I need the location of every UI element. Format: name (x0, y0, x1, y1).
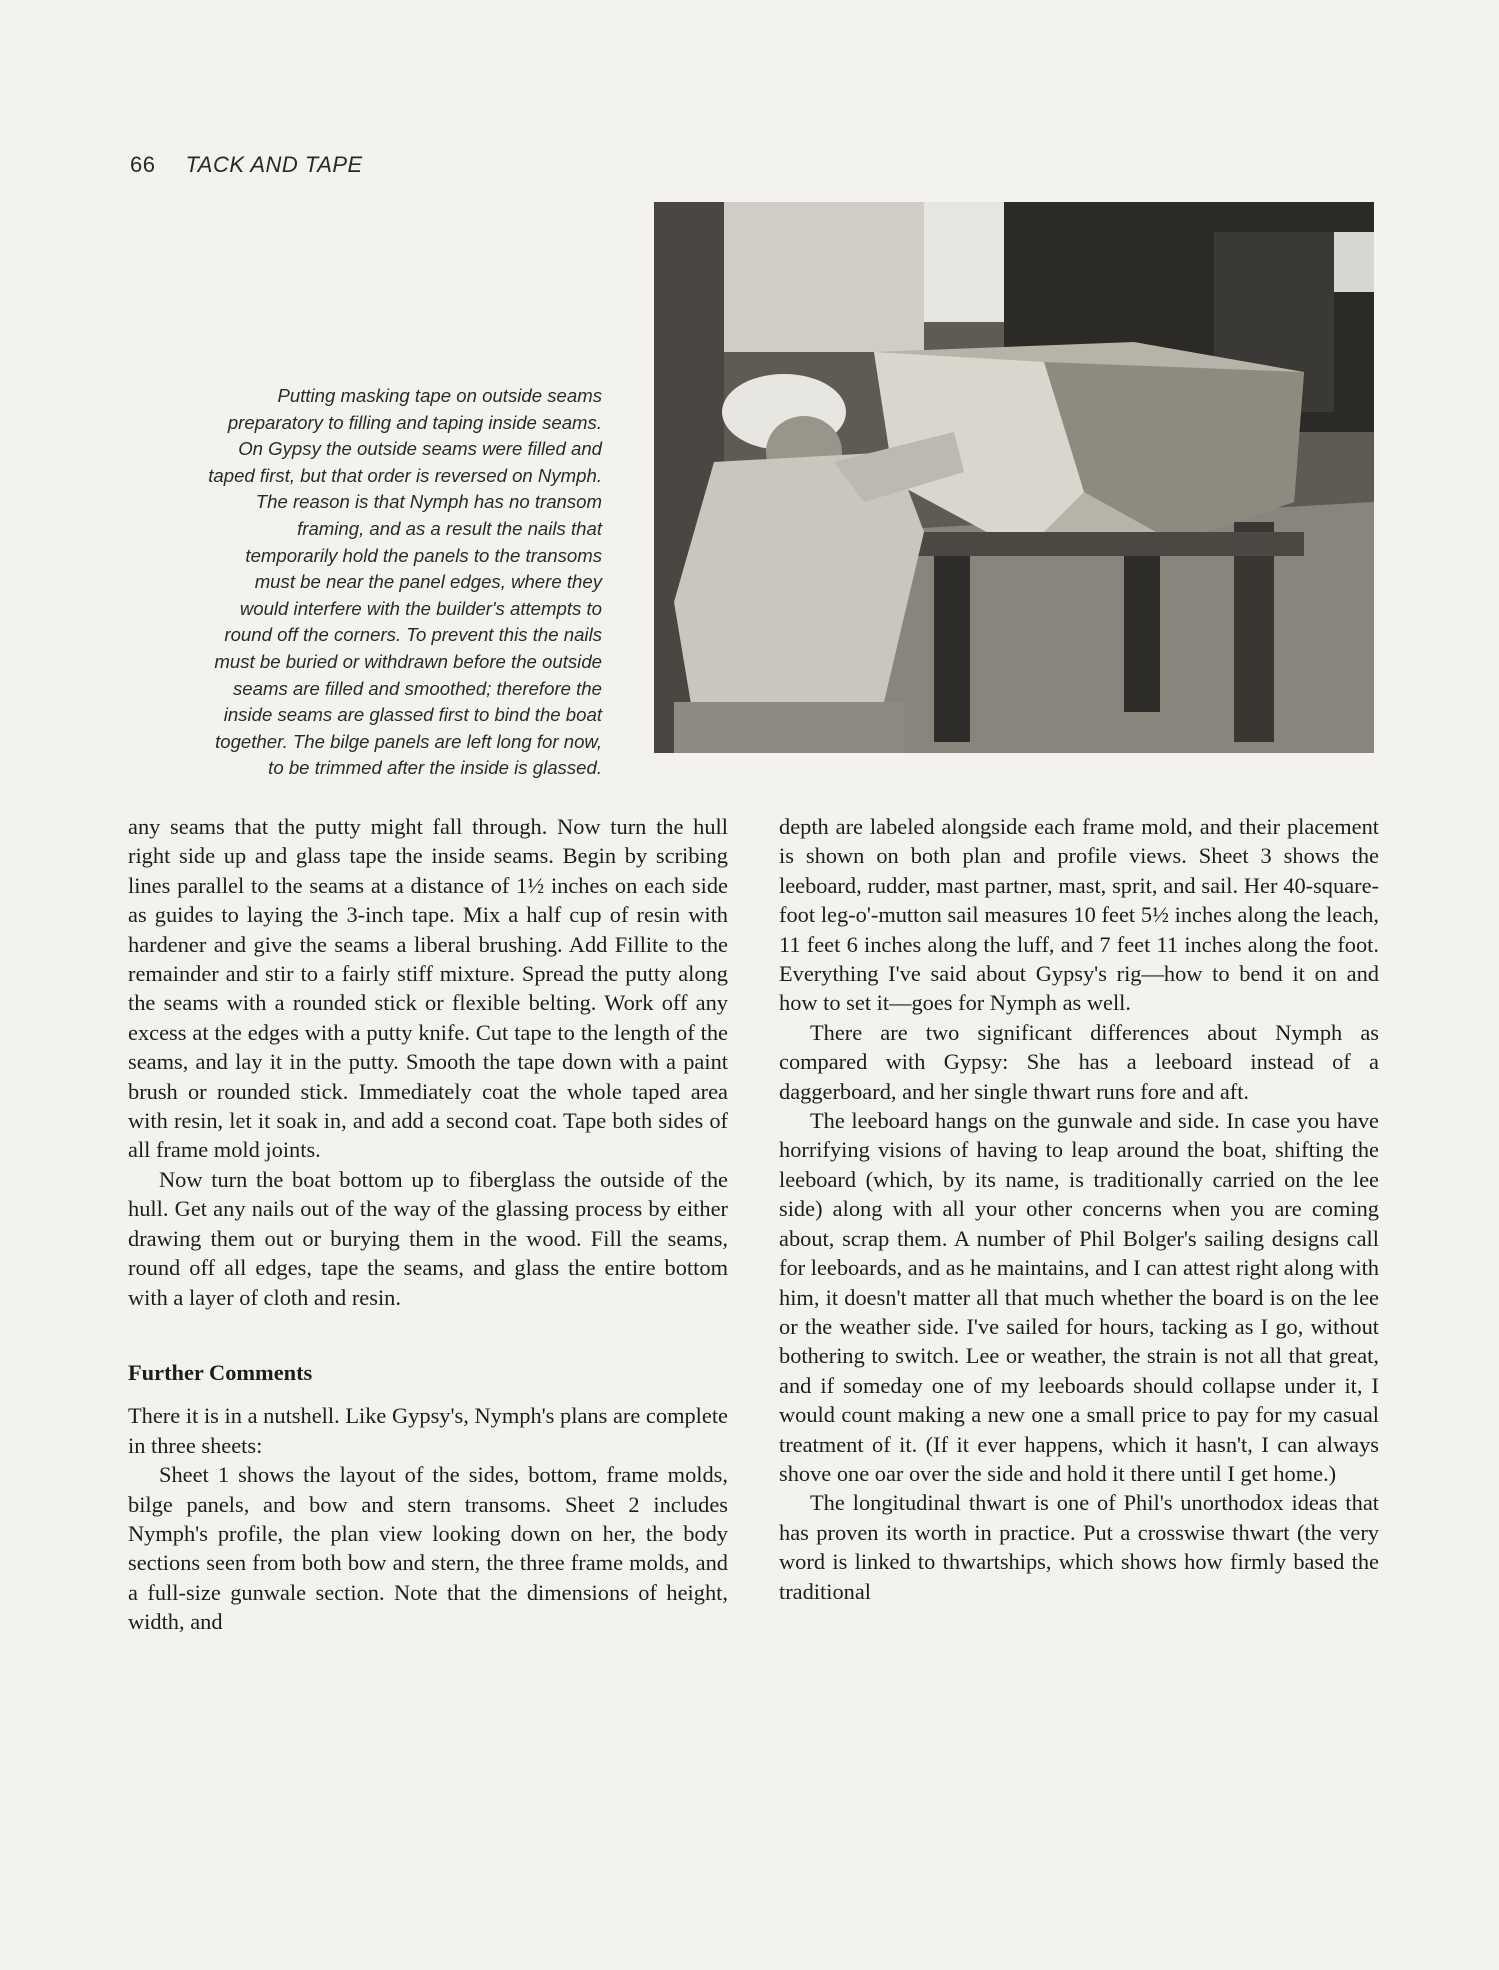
caption-line: temporarily hold the panels to the transoms (245, 544, 602, 566)
workshop-photo (654, 202, 1374, 753)
caption-line: preparatory to filling and taping inside seams. (227, 411, 602, 433)
caption-line: inside seams are glassed first to bind the boat (223, 704, 602, 726)
caption-line: must be near the panel edges, where they (254, 571, 602, 593)
running-title: TACK AND TAPE (185, 152, 363, 177)
caption-line: must be buried or withdrawn before the outside (214, 650, 602, 672)
body-paragraph: Now turn the boat bottom up to fiberglass the outside of the hull. Get any nails out of the way of the glassing process by either drawing them out or burying them in the wood. Fill the seams, round off all edges, tape the seams, and glass the entire bottom with a layer of cloth and resin. (128, 1166, 728, 1310)
caption-line: round off the corners. To prevent this the nails (224, 624, 602, 646)
section-heading: Further Comments (128, 1359, 313, 1385)
caption-line: seams are filled and smoothed; therefore the (233, 677, 602, 699)
running-header (130, 152, 363, 178)
left-column (128, 812, 728, 1637)
body-paragraph: any seams that the putty might fall through. Now turn the hull right side up and glass tape the inside seams. Begin by scribing lines parallel to the seams at a distance of 1½ inches on each side as guides to laying the 3-inch tape. Mix a half cup of resin with hardener and give the seams a liberal brushing. Add Fillite to the remainder and stir to a fairly stiff mixture. Spread the putty along the seams with a rounded stick or flexible belting. Work off any excess at the edges with a putty knife. Cut tape to the length of the seams, and lay it in the putty. Smooth the tape down with a paint brush or rounded stick. Immediately coat the whole taped area with resin, let it soak in, and add a second coat. Tape both sides of all frame mold joints. (128, 814, 728, 1163)
caption-line: Putting masking tape on outside seams (277, 385, 602, 406)
body-paragraph: Sheet 1 shows the layout of the sides, bottom, frame molds, bilge panels, and bow and stern transoms. Sheet 2 includes Nymph's profile, the plan view looking down on her, the body sections seen from both bow and stern, the three frame molds, and a full-size gunwale section. Note that the dimensions of height, width, and (128, 1462, 728, 1635)
caption-line: taped first, but that order is reversed on Nymph. (208, 464, 602, 486)
body-paragraph: There it is in a nutshell. Like Gypsy's, Nymph's plans are complete in three sheets: (128, 1403, 728, 1458)
caption-line: to be trimmed after the inside is glassed. (268, 757, 602, 779)
body-paragraph: depth are labeled alongside each frame mold, and their placement is shown on both plan and profile views. Sheet 3 shows the leeboard, rudder, mast partner, mast, sprit, and sail. Her 40-square-foot leg-o'-mutton sail measures 10 feet 5½ inches along the leach, 11 feet 6 inches along the luff, and 7 feet 11 inches along the foot. Everything I've said about Gypsy's rig—how to bend it on and how to set it—goes for Nymph as well. (779, 814, 1379, 1016)
page-number: 66 (130, 152, 156, 177)
body-paragraph: The longitudinal thwart is one of Phil's unorthodox ideas that has proven its worth in practice. Put a crosswise thwart (the very word is linked to thwartships, which shows how firmly based the traditional (779, 1490, 1379, 1604)
body-paragraph: There are two significant differences about Nymph as compared with Gypsy: She has a leeboard instead of a daggerboard, and her single thwart runs fore and aft. (779, 1019, 1379, 1104)
right-column (779, 812, 1379, 1606)
body-paragraph: The leeboard hangs on the gunwale and side. In case you have horrifying visions of having to leap around the boat, shifting the leeboard (which, by its name, is traditionally carried on the lee side) along with all your other concerns when you are coming about, scrap them. A number of Phil Bolger's sailing designs call for leeboards, and as he maintains, and I can attest right along with him, it doesn't matter all that much whether the board is on the lee or the weather side. I've sailed for hours, tacking as I go, without bothering to switch. Lee or weather, the strain is not all that great, and if someday one of my leeboards should collapse under it, I would count making a new one a small price to pay for my casual treatment of it. (If it ever happens, which it hasn't, I can always shove one oar over the side and hold it there until I get home.) (779, 1108, 1379, 1486)
photo-caption (118, 383, 602, 782)
caption-line: On Gypsy the outside seams were filled and (238, 438, 602, 460)
caption-line: together. The bilge panels are left long for now, (215, 730, 602, 752)
caption-line: The reason is that Nymph has no transom (255, 491, 602, 513)
caption-line: would interfere with the builder's attempts to (239, 597, 602, 619)
caption-line: framing, and as a result the nails that (297, 517, 602, 539)
